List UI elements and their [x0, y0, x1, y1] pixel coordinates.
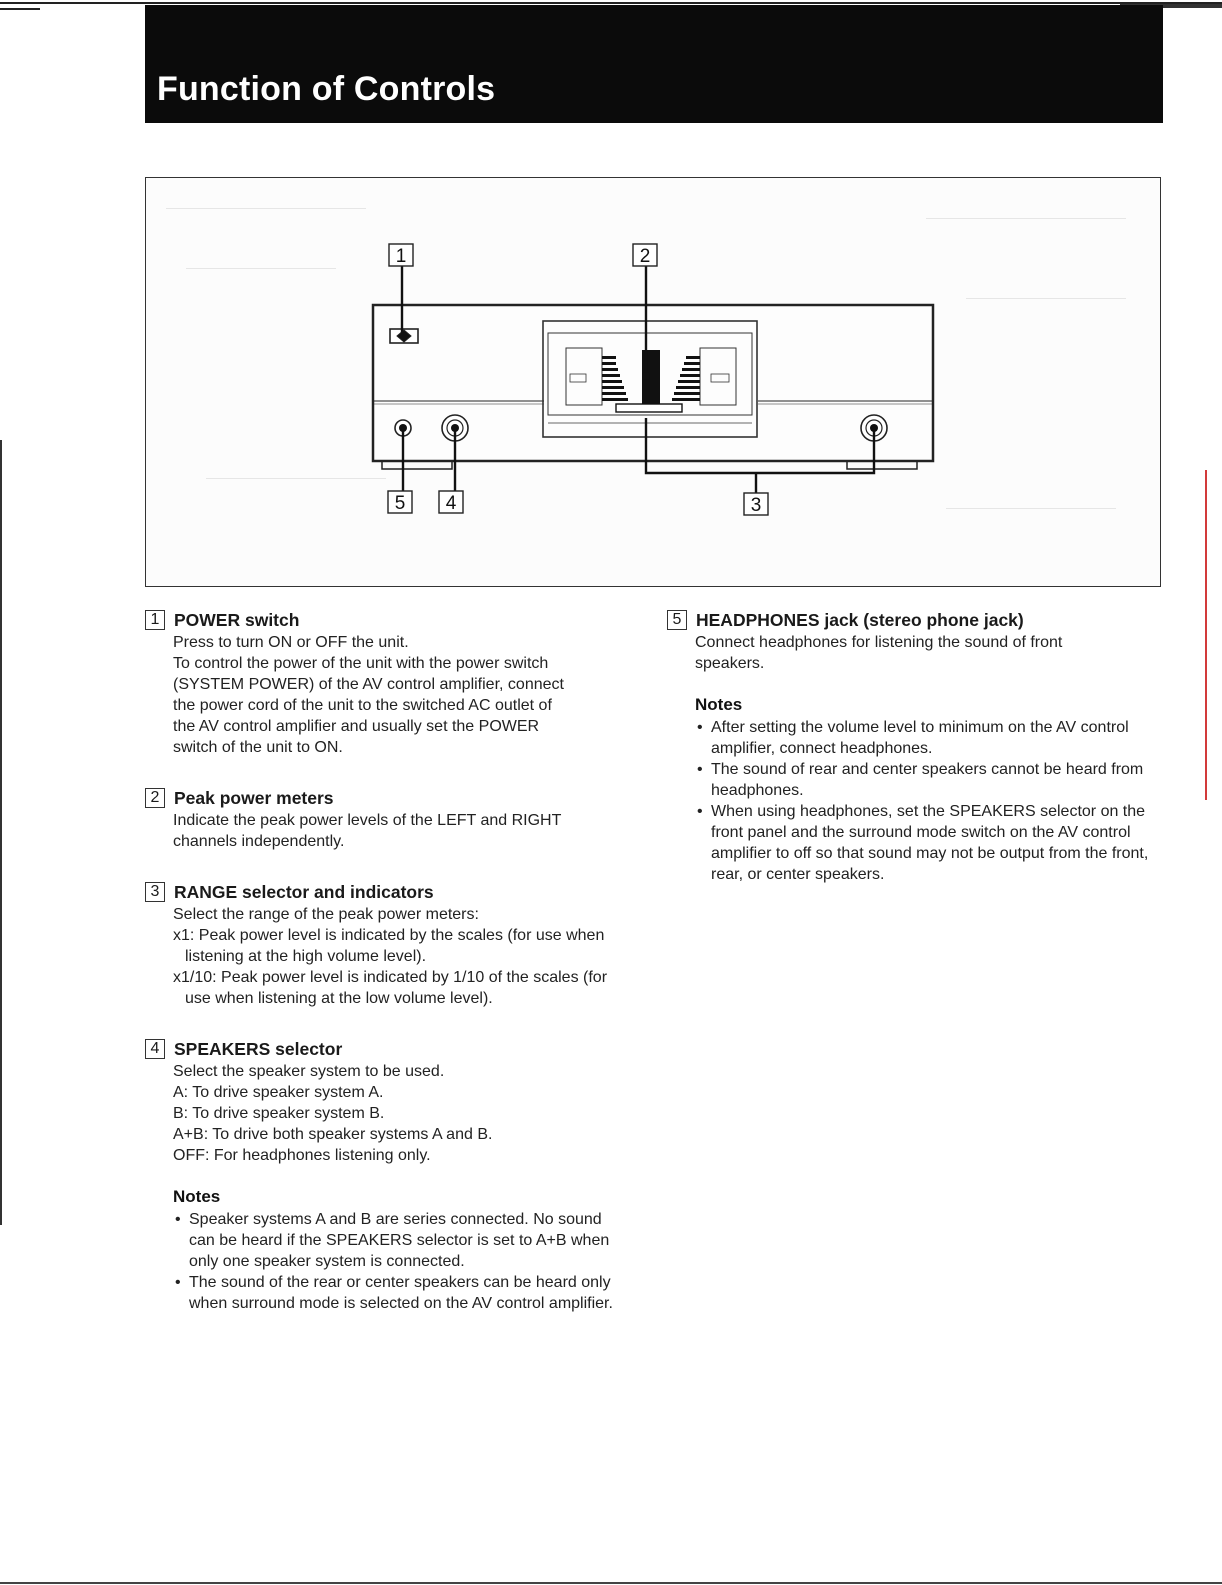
notes-list: [173, 1209, 625, 1314]
item-peak-power-meters: [145, 786, 625, 852]
page-title: Function of Controls: [157, 70, 496, 108]
item-text: Indicate the peak power levels of the LEFT and RIGHT: [173, 812, 562, 829]
svg-text:4: 4: [445, 493, 457, 514]
item-text: switch of the unit to ON.: [173, 739, 343, 756]
note-item: • When using headphones, set the SPEAKERS selector on the front panel and the surround mode switch on the AV control amplifier to off so that sound may not be output from the front, rear, or center speakers.: [695, 801, 1167, 885]
item-title: Peak power meters: [174, 787, 334, 808]
bottom-rule: [0, 1582, 1222, 1584]
callout-1: [389, 244, 413, 267]
item-number: 2: [145, 788, 165, 808]
item-text: To control the power of the unit with the power switch: [173, 655, 549, 672]
note-item: • The sound of rear and center speakers cannot be heard from headphones.: [695, 759, 1167, 801]
item-headphones-jack: [667, 608, 1167, 885]
svg-text:2: 2: [639, 246, 651, 267]
svg-text:5: 5: [394, 493, 406, 514]
item-text: A+B: To drive both speaker systems A and B.: [173, 1126, 493, 1143]
callout-3: [744, 493, 768, 516]
edge-mark: [1205, 470, 1207, 800]
item-title: RANGE selector and indicators: [174, 881, 434, 902]
item-number: 1: [145, 610, 165, 630]
front-panel-diagram: [146, 178, 1162, 588]
item-speakers-selector: [145, 1037, 625, 1314]
svg-text:3: 3: [750, 495, 762, 516]
title-bar: [145, 5, 1163, 123]
item-number: 5: [667, 610, 687, 630]
front-panel-figure: [145, 177, 1161, 587]
callout-2: [633, 244, 657, 267]
item-text: Connect headphones for listening the sound of front: [695, 634, 1063, 651]
item-text: Press to turn ON or OFF the unit.: [173, 634, 409, 651]
item-range-selector: [145, 880, 625, 1009]
notes-title: Notes: [173, 1187, 221, 1206]
power-switch-icon: [390, 329, 418, 343]
note-item: • Speaker systems A and B are series connected. No sound can be heard if the SPEAKERS selector is set to A+B when only one speaker system is connected.: [173, 1209, 625, 1272]
item-text: the AV control amplifier and usually set the POWER: [173, 718, 540, 735]
item-text: A: To drive speaker system A.: [173, 1084, 384, 1101]
note-item: • The sound of the rear or center speakers can be heard only when surround mode is selected on the AV control amplifier.: [173, 1272, 625, 1314]
callout-4: [439, 491, 463, 514]
item-text: x1: Peak power level is indicated by the scales (for use when listening at the high volume level).: [173, 927, 605, 965]
item-text: (SYSTEM POWER) of the AV control amplifier, connect: [173, 676, 564, 693]
item-text: speakers.: [695, 655, 765, 672]
note-item: • After setting the volume level to minimum on the AV control amplifier, connect headphones.: [695, 717, 1167, 759]
item-power-switch: [145, 608, 625, 758]
left-column: [145, 608, 625, 1342]
item-text: x1/10: Peak power level is indicated by 1/10 of the scales (for use when listening at the low volume level).: [173, 969, 608, 1007]
binding-rule: [0, 440, 2, 1225]
top-rule: [0, 2, 1222, 4]
right-column: [667, 608, 1167, 913]
item-text: Select the range of the peak power meters:: [173, 906, 479, 923]
item-number: 4: [145, 1039, 165, 1059]
item-title: POWER switch: [174, 609, 300, 630]
item-title: SPEAKERS selector: [174, 1038, 343, 1059]
left-tick: [0, 8, 40, 10]
item-title: HEADPHONES jack (stereo phone jack): [696, 609, 1024, 630]
callout-5: [388, 491, 412, 514]
item-number: 3: [145, 882, 165, 902]
item-text: OFF: For headphones listening only.: [173, 1147, 431, 1164]
item-text: the power cord of the unit to the switched AC outlet of: [173, 697, 552, 714]
notes-list: [695, 717, 1167, 885]
item-text: Select the speaker system to be used.: [173, 1063, 445, 1080]
item-text: B: To drive speaker system B.: [173, 1105, 385, 1122]
item-text: channels independently.: [173, 833, 345, 850]
svg-text:1: 1: [395, 246, 407, 267]
notes-title: Notes: [695, 695, 743, 714]
